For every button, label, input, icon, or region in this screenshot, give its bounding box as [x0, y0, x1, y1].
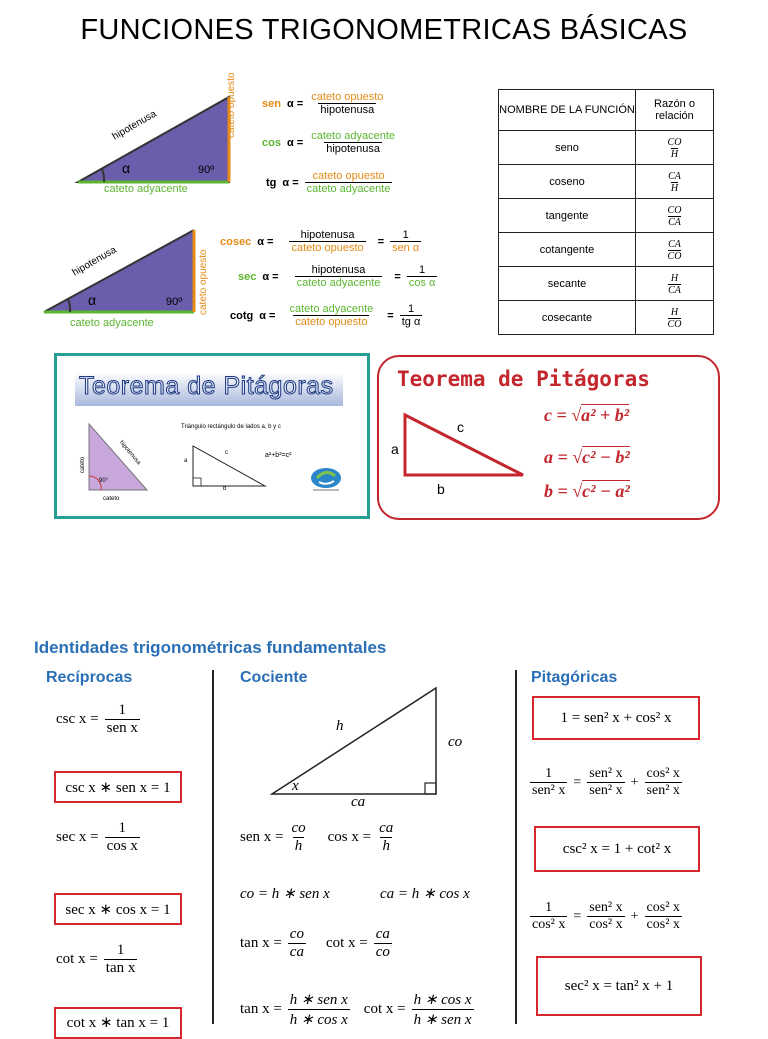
- table-cell-ratio: [636, 233, 714, 267]
- frac-den: h: [382, 838, 390, 854]
- ratio-numerator: CO: [667, 136, 682, 148]
- right-angle-label-1: 90º: [198, 164, 215, 176]
- frac-den: co: [375, 944, 390, 960]
- hypotenuse-label-2: hipotenusa: [70, 244, 119, 279]
- pl-c-label: c: [225, 450, 228, 456]
- tan-quotient: [240, 926, 392, 961]
- equals-sign: =: [573, 908, 582, 924]
- frac-den: h ∗ cos x: [288, 1009, 350, 1029]
- pl-formula: a²+b²=c²: [265, 452, 292, 459]
- frac-den: ca: [289, 944, 304, 960]
- cotg-function-label: cotg: [230, 309, 254, 322]
- frac-den: cos² x: [646, 917, 680, 932]
- frac-den: cos² x: [532, 917, 566, 932]
- adjacent-label-2: cateto adyacente: [70, 317, 154, 329]
- identity-box-sec-cos: sec x ∗ cos x = 1: [54, 893, 182, 925]
- pl-deg-label: 90°: [99, 478, 109, 484]
- table-row: [499, 165, 714, 199]
- pr-b-label: b: [437, 481, 445, 497]
- frac-num: 1: [118, 702, 126, 718]
- pr-a-label: a: [391, 441, 399, 457]
- alpha-eq: α =: [257, 235, 274, 248]
- cosec-r-denominator: sen α: [392, 242, 420, 254]
- hypotenuse-label-1: hipotenusa: [110, 108, 159, 143]
- tg-denominator: cateto adyacente: [306, 183, 391, 195]
- col-heading-reciprocas: Recíprocas: [46, 669, 133, 686]
- tan-lhs: tan x =: [240, 1001, 282, 1017]
- column-divider-1: [212, 670, 214, 1024]
- cot-lhs: cot x =: [325, 935, 368, 951]
- column-divider-2: [515, 670, 517, 1024]
- opposite-label-1: cateto opuesto: [226, 72, 237, 138]
- sec-definition: [56, 820, 140, 855]
- table-row: [499, 233, 714, 267]
- alpha-eq: α =: [286, 97, 304, 110]
- alpha-eq: α =: [282, 176, 299, 189]
- frac-num: 1: [545, 766, 553, 781]
- identity-box-csc-sen: csc x ∗ sen x = 1: [54, 771, 182, 803]
- adjacent-label-1: cateto adyacente: [104, 183, 188, 195]
- divided-by-sen2: [530, 766, 682, 799]
- csc-lhs: csc x =: [56, 711, 99, 727]
- col-heading-cociente: Cociente: [240, 669, 308, 686]
- cosec-denominator: cateto opuesto: [291, 242, 364, 254]
- sec-equation: [238, 264, 437, 289]
- table-row: [499, 267, 714, 301]
- cot-lhs: cot x =: [363, 1001, 406, 1017]
- formula-c: c = √a² + b²: [544, 405, 630, 425]
- pl-leg1-label: cateto: [80, 456, 87, 474]
- purple-triangle: [83, 420, 153, 495]
- identities-heading: Identidades trigonométricas fundamentales: [34, 638, 387, 657]
- sec-r-denominator: cos α: [408, 277, 436, 289]
- equals-sign: =: [377, 235, 385, 248]
- table-row: [499, 301, 714, 335]
- alpha-eq: α =: [262, 270, 279, 283]
- table-cell-ratio: [636, 131, 714, 165]
- cotg-denominator: cateto opuesto: [295, 316, 368, 328]
- ratio-denominator: H: [670, 182, 679, 194]
- frac-den: sen² x: [532, 783, 566, 798]
- tan-h-quotient: [240, 990, 474, 1029]
- table-header-name: NOMBRE DE LA FUNCIÓN: [499, 90, 636, 131]
- frac-num: co: [291, 820, 306, 836]
- cosec-numerator: hipotenusa: [300, 229, 355, 241]
- sec-r-numerator: 1: [419, 264, 426, 276]
- sen-denominator: hipotenusa: [320, 104, 375, 116]
- frac-num: cos² x: [646, 766, 680, 781]
- cotg-numerator: cateto adyacente: [289, 303, 374, 315]
- col-heading-pitagoricas: Pitagóricas: [531, 669, 618, 686]
- f3-lhs: b: [544, 481, 553, 501]
- divided-by-cos2: [530, 900, 682, 933]
- frac-num: 1: [116, 942, 125, 958]
- equals-sign: =: [573, 774, 582, 790]
- frac-num: h ∗ sen x: [289, 992, 348, 1008]
- pythagoras-title: Teorema de Pitágoras: [397, 367, 650, 391]
- cos-equation: [262, 130, 397, 155]
- frac-num: ca: [375, 926, 390, 942]
- equals-sign: =: [387, 309, 394, 322]
- frac-num: sen² x: [589, 900, 623, 915]
- ratio-denominator: CA: [668, 216, 681, 228]
- sec-lhs: sec x =: [56, 829, 99, 845]
- sen-lhs: sen x =: [240, 829, 284, 845]
- table-cell-name: cosecante: [499, 301, 636, 335]
- pl-hyp-label: hipotenusa: [117, 439, 142, 467]
- formula-b: b = √c² − a²: [544, 481, 630, 501]
- frac-den: h ∗ sen x: [412, 1009, 474, 1029]
- ratio-denominator: CA: [668, 284, 681, 296]
- pl-leg2-label: cateto: [103, 496, 120, 502]
- alpha-eq: α =: [259, 309, 276, 322]
- abc-triangle: [189, 442, 269, 490]
- pl-caption: Triángulo rectángulo de lados a, b y c: [181, 424, 281, 430]
- cosec-function-label: cosec: [220, 235, 252, 248]
- table-cell-ratio: [636, 267, 714, 301]
- plus-sign: +: [630, 774, 639, 790]
- alpha-label-1: α: [122, 160, 131, 176]
- alpha-eq: α =: [286, 136, 304, 149]
- f3-radicand: c² − a²: [582, 481, 630, 501]
- coc-ca-label: ca: [351, 794, 366, 810]
- f2-lhs: a: [544, 447, 553, 467]
- plus-sign: +: [630, 908, 639, 924]
- f1-lhs: c: [544, 405, 552, 425]
- frac-den: sen x: [106, 720, 138, 736]
- pythagoras-card-left: [54, 353, 370, 519]
- table-cell-name: tangente: [499, 199, 636, 233]
- frac-num: 1: [545, 900, 553, 915]
- frac-den: tan x: [105, 960, 136, 976]
- identity-box-sec2: sec² x = tan² x + 1: [536, 956, 702, 1016]
- sen-quotient: [240, 820, 395, 855]
- cos-lhs: cos x =: [327, 829, 372, 845]
- table-header-ratio: Razón o relación: [636, 90, 714, 131]
- tan-lhs: tan x =: [240, 935, 282, 951]
- formula-a: a = √c² − b²: [544, 447, 630, 467]
- cotg-r-denominator: tg α: [401, 316, 421, 328]
- ratio-denominator: H: [670, 148, 679, 160]
- page-title: FUNCIONES TRIGONOMETRICAS BÁSICAS: [80, 14, 688, 46]
- frac-den: h: [294, 838, 303, 854]
- cosec-r-numerator: 1: [402, 229, 409, 241]
- cot-lhs: cot x =: [56, 951, 98, 967]
- ratio-denominator: CO: [667, 250, 682, 262]
- alpha-label-2: α: [88, 292, 97, 308]
- opposite-label-2: cateto opuesto: [198, 249, 209, 315]
- tg-numerator: cateto opuesto: [312, 170, 385, 182]
- table-cell-ratio: [636, 301, 714, 335]
- identity-box-csc2: csc² x = 1 + cot² x: [534, 826, 700, 872]
- sec-denominator: cateto adyacente: [296, 277, 381, 289]
- sec-numerator: hipotenusa: [311, 264, 366, 276]
- pythagoras-card-right: [377, 355, 720, 520]
- identity-box-cot-tan: cot x ∗ tan x = 1: [54, 1007, 182, 1039]
- cos-function-label: cos: [262, 136, 281, 149]
- ratio-numerator: H: [670, 306, 679, 318]
- coc-h-label: h: [336, 718, 344, 734]
- right-angle-label-2: 90º: [166, 296, 183, 308]
- csc-definition: [56, 702, 140, 737]
- coc-co-label: co: [448, 734, 463, 750]
- sen-numerator: cateto opuesto: [311, 91, 384, 103]
- table-cell-name: cotangente: [499, 233, 636, 267]
- pr-c-label: c: [457, 419, 464, 435]
- frac-num: 1: [118, 820, 126, 836]
- cotg-equation: [230, 303, 422, 328]
- cosec-equation: [220, 229, 421, 254]
- trig-function-table: [498, 89, 714, 335]
- table-cell-name: secante: [499, 267, 636, 301]
- cot-definition: [56, 942, 137, 977]
- site-logo-icon: [309, 466, 343, 492]
- co-equation: co = h ∗ sen x: [240, 886, 330, 902]
- sen-equation: [262, 91, 385, 116]
- frac-num: h ∗ cos x: [413, 992, 472, 1008]
- frac-num: cos² x: [646, 900, 680, 915]
- ratio-numerator: H: [670, 272, 679, 284]
- table-row: [499, 131, 714, 165]
- frac-den: sen² x: [646, 783, 680, 798]
- pl-a-label: a: [184, 458, 188, 464]
- tg-function-label: tg: [266, 176, 277, 189]
- table-cell-name: coseno: [499, 165, 636, 199]
- identity-box-pythagorean: 1 = sen² x + cos² x: [532, 696, 700, 740]
- ratio-numerator: CO: [667, 204, 682, 216]
- cos-numerator: cateto adyacente: [311, 130, 396, 142]
- sen-function-label: sen: [262, 97, 281, 110]
- pl-b-label: b: [223, 486, 227, 492]
- frac-den: cos² x: [589, 917, 623, 932]
- table-cell-name: seno: [499, 131, 636, 165]
- table-cell-ratio: [636, 199, 714, 233]
- f2-radicand: c² − b²: [582, 447, 630, 467]
- frac-num: ca: [379, 820, 394, 836]
- frac-num: co: [289, 926, 304, 942]
- triangle-diagram-2: [40, 226, 210, 318]
- ratio-numerator: CA: [668, 238, 681, 250]
- ratio-denominator: CO: [667, 318, 682, 330]
- table-row: [499, 199, 714, 233]
- frac-num: sen² x: [589, 766, 623, 781]
- table-header-row: [499, 90, 714, 131]
- coc-x-label: x: [292, 778, 299, 794]
- sec-function-label: sec: [238, 270, 257, 283]
- cotg-r-numerator: 1: [407, 303, 415, 315]
- tg-equation: [266, 170, 392, 195]
- equals-sign: =: [394, 270, 401, 283]
- frac-den: cos x: [106, 838, 138, 854]
- frac-den: sen² x: [589, 783, 623, 798]
- table-cell-ratio: [636, 165, 714, 199]
- ca-equation: ca = h ∗ cos x: [380, 886, 470, 902]
- cos-denominator: hipotenusa: [326, 143, 381, 155]
- f1-radicand: a² + b²: [581, 405, 630, 425]
- ratio-numerator: CA: [668, 170, 681, 182]
- pythagoras-banner-title: Teorema de Pitágoras: [79, 372, 334, 400]
